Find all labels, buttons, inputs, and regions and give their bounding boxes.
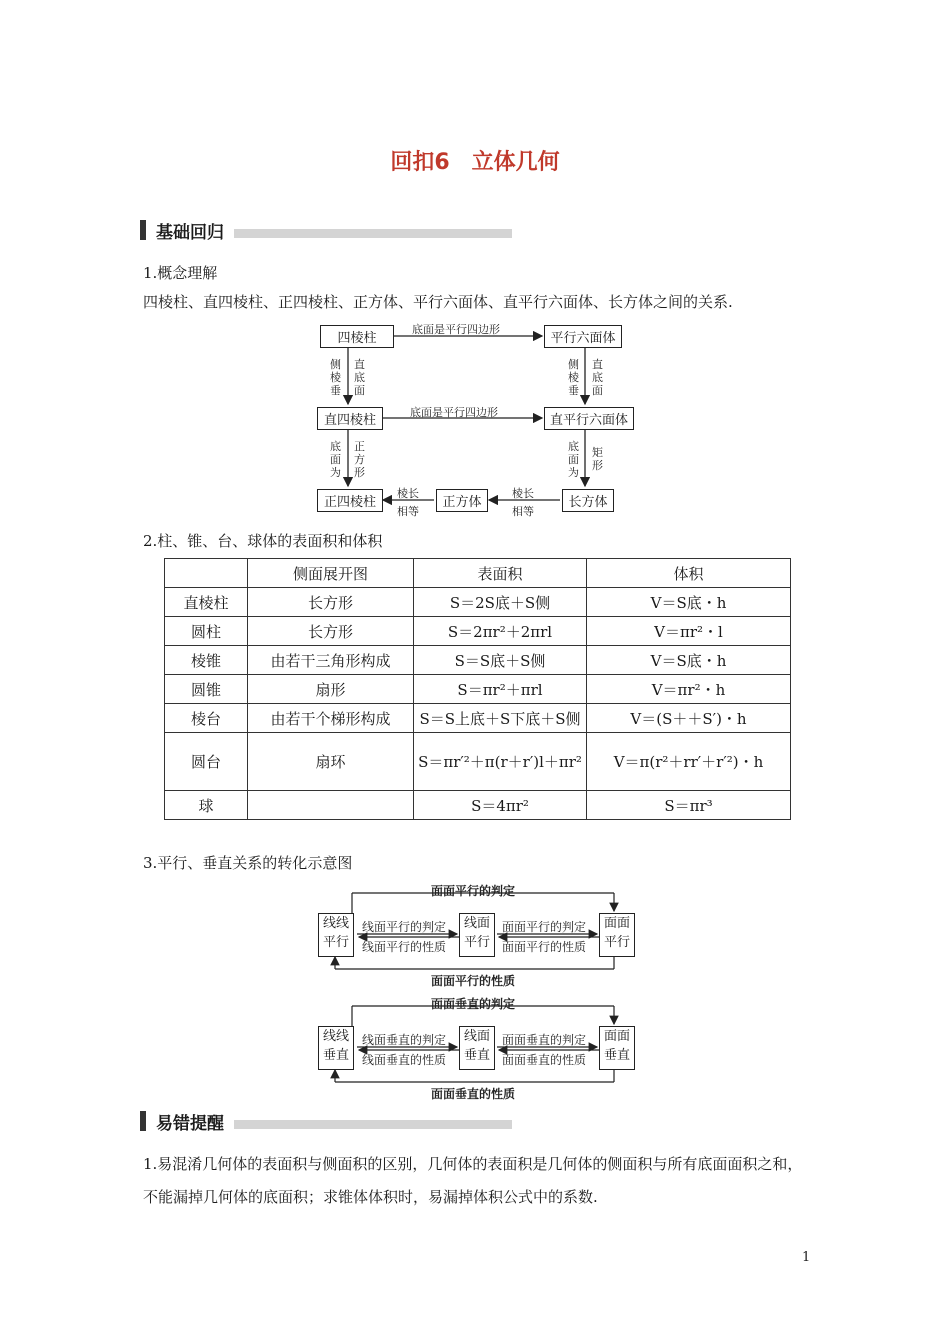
table-cell: V＝πr²・h [587, 675, 791, 704]
parallel-box-plane-plane: 面面平行 [599, 913, 635, 957]
heading-transform: 3.平行、垂直关系的转化示意图 [143, 854, 353, 872]
table-cell: S＝S上底＋S下底＋S侧 [414, 704, 587, 733]
table-cell: 扇形 [248, 675, 414, 704]
table-row [165, 704, 791, 733]
node-pingxing: 平行六面体 [544, 325, 622, 348]
table-cell: S＝πr³ [587, 791, 791, 820]
perp-arrow-a4: 面面垂直的性质 [502, 1053, 587, 1067]
edge-label-b2a: 棱长 [512, 487, 534, 500]
table-cell: 直棱柱 [165, 588, 248, 617]
heading-concepts: 1.概念理解 [143, 264, 218, 282]
table-cell: V＝S底・h [587, 646, 791, 675]
section-title: 基础回归 [156, 222, 224, 243]
section-title: 易错提醒 [156, 1113, 224, 1134]
table-cell: S＝πr′²＋π(r＋r′)l＋πr² [414, 733, 587, 791]
edge-label-v3a: 底面为 [330, 440, 341, 479]
table-cell: S＝πr²＋πrl [414, 675, 587, 704]
perp-box-line-line: 线线垂直 [318, 1026, 354, 1070]
edge-label-mid: 底面是平行四边形 [410, 406, 498, 419]
node-changfang: 长方体 [562, 489, 614, 512]
table-row [165, 791, 791, 820]
parallel-arrow-a4: 面面平行的性质 [502, 940, 587, 954]
tip-paragraph: 1.易混淆几何体的表面积与侧面积的区别，几何体的表面积是几何体的侧面积与所有底面面积之和，不能漏掉几何体的底面积；求锥体体积时，易漏掉体积公式中的系数. [143, 1155, 803, 1206]
table-cell [248, 791, 414, 820]
table-cell: 由若干三角形构成 [248, 646, 414, 675]
table-cell: 棱台 [165, 704, 248, 733]
parallel-arrow-a1: 线面平行的判定 [362, 920, 447, 934]
edge-label-b1a: 棱长 [397, 487, 419, 500]
table-cell: S＝2πr²＋2πrl [414, 617, 587, 646]
perp-arrow-a3: 面面垂直的判定 [502, 1033, 587, 1047]
section-bar [140, 1111, 146, 1131]
table-cell: 圆锥 [165, 675, 248, 704]
perp-bottom-label: 面面垂直的性质 [431, 1087, 516, 1101]
node-sileng: 四棱柱 [320, 325, 394, 348]
table-cell: V＝πr²・l [587, 617, 791, 646]
concepts-text: 四棱柱、直四棱柱、正四棱柱、正方体、平行六面体、直平行六面体、长方体之间的关系. [143, 293, 733, 311]
perp-box-plane-plane: 面面垂直 [599, 1026, 635, 1070]
table-cell: 圆台 [165, 733, 248, 791]
table-cell: 棱锥 [165, 646, 248, 675]
table-cell: S＝4πr² [414, 791, 587, 820]
table-cell: V＝(S＋＋S′)・h [587, 704, 791, 733]
perp-top-label: 面面垂直的判定 [431, 997, 516, 1011]
edge-label-v1a: 侧棱垂 [330, 358, 341, 397]
table-cell: 长方形 [248, 588, 414, 617]
node-zhengfang: 正方体 [436, 489, 488, 512]
parallel-arrow-a3: 面面平行的判定 [502, 920, 587, 934]
table-cell: 扇环 [248, 733, 414, 791]
table-row [165, 675, 791, 704]
table-header-row [165, 559, 791, 588]
edge-label-v1b: 直底面 [354, 358, 365, 397]
section-rule [234, 1120, 512, 1129]
table-cell: V＝S底・h [587, 588, 791, 617]
area-volume-table [164, 558, 791, 820]
page-title: 回扣6 立体几何 [390, 150, 560, 175]
node-zhisi: 直四棱柱 [317, 407, 383, 430]
perp-arrow-a2: 线面垂直的性质 [362, 1053, 447, 1067]
edge-label-v3b: 正方形 [354, 440, 365, 479]
table-cell: 球 [165, 791, 248, 820]
table-cell: V＝π(r²＋rr′＋r′²)・h [587, 733, 791, 791]
parallel-box-line-line: 线线平行 [318, 913, 354, 957]
table-row [165, 646, 791, 675]
table-row [165, 733, 791, 791]
table-row [165, 588, 791, 617]
perp-arrow-a1: 线面垂直的判定 [362, 1033, 447, 1047]
table-header [165, 559, 248, 588]
edge-label-v2b: 直底面 [592, 358, 603, 397]
node-zhiping: 直平行六面体 [544, 407, 634, 430]
table-cell: 长方形 [248, 617, 414, 646]
edge-label-top: 底面是平行四边形 [412, 323, 500, 336]
edge-label-v2a: 侧棱垂 [568, 358, 579, 397]
table-cell: 圆柱 [165, 617, 248, 646]
table-cell: S＝2S底＋S侧 [414, 588, 587, 617]
edge-label-b2b: 相等 [512, 505, 534, 518]
edge-label-v4b: 矩形 [592, 446, 603, 472]
table-cell: 由若干个梯形构成 [248, 704, 414, 733]
edge-label-v4a: 底面为 [568, 440, 579, 479]
heading-area-volume: 2.柱、锥、台、球体的表面积和体积 [143, 532, 383, 550]
table-cell: S＝S底＋S侧 [414, 646, 587, 675]
table-header: 表面积 [414, 559, 587, 588]
edge-label-b1b: 相等 [397, 505, 419, 518]
table-header: 体积 [587, 559, 791, 588]
table-header: 侧面展开图 [248, 559, 414, 588]
node-zhengsi: 正四棱柱 [317, 489, 383, 512]
table-row [165, 617, 791, 646]
parallel-arrow-a2: 线面平行的性质 [362, 940, 447, 954]
page-number: 1 [802, 1250, 811, 1265]
parallel-bottom-label: 面面平行的性质 [431, 974, 516, 988]
parallel-box-line-plane: 线面平行 [459, 913, 495, 957]
parallel-top-label: 面面平行的判定 [431, 884, 516, 898]
section-header-pitfalls [140, 1109, 512, 1133]
perp-box-line-plane: 线面垂直 [459, 1026, 495, 1070]
